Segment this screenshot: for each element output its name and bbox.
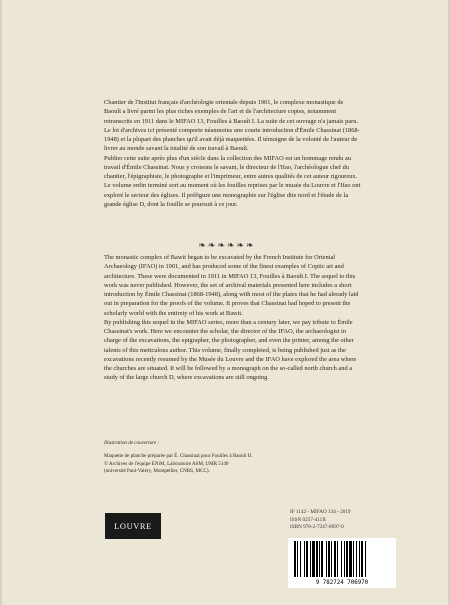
barcode-bar [312, 541, 315, 577]
cover-illustration-credit [104, 440, 304, 476]
barcode-bar [331, 541, 332, 577]
barcode-bar [353, 541, 354, 577]
barcode-bar [294, 541, 296, 577]
series-number: IF 1142 - MIFAO 134 - 2019 [290, 509, 351, 515]
english-paragraph-1: The monastic complex of Bawit began to be excavated by the French Institute for Oriental Archaeology (IFAO) in 1901, and has produced some of the finest examples of Coptic art and architecture. These were documented in 1911 in MIFAO 13, Fouilles à Baouît I. The sequel to this work was never published. However, the set of archival materials presented here includes a short introduction by Émile Chassinat (1868-1948), along with most of the plates that he had already laid out in preparation for the proofs of the volume. It proves that Chassinat had hoped to present the scholarly world with the entirety of his work at Bawit. [104, 254, 359, 317]
barcode-bar [365, 541, 366, 577]
barcode-bar [341, 541, 342, 577]
barcode-number: 9 782724 706970 [315, 580, 369, 586]
barcode-bar [344, 541, 345, 577]
isbn: ISBN 978-2-7247-0697-0 [290, 524, 344, 530]
barcode-bar [310, 541, 311, 577]
barcode-bar [319, 541, 320, 577]
english-summary [104, 253, 362, 383]
cover-illustration-line: © Archives de l'équipe ENiM, Laboratoire ASM, UMR 5140 [104, 460, 229, 467]
barcode-bar [361, 541, 363, 577]
barcode-bar [306, 541, 308, 577]
french-paragraph-1: Chantier de l'Institut français d'archéologie orientale depuis 1901, le complexe monastique de Baouît a livré parmi les plus riches exemples de l'art et de l'architecture coptes, notamment retranscrits en 1911 dans le MIFAO 13, Fouilles à Baouît I. La suite de cet ouvrage n'a jamais paru. Le lot d'archives ici présenté comporte néanmoins une courte introduction d'Émile Chassinat (1868-1948) et la plupart des planches qu'il avait déjà maquettées. Il témoigne de la volonté de l'auteur de livrer au monde savant la totalité de son travail à Baouît. [104, 99, 360, 153]
barcode [288, 538, 396, 588]
publication-identifiers [290, 509, 400, 532]
barcode-bar [321, 541, 323, 577]
barcode-bars [294, 541, 390, 577]
issn: ISSN 0257-411X [290, 516, 326, 523]
cover-illustration-line: Maquette de planche préparée par É. Chassinat pour Fouilles à Baouît II. [104, 453, 253, 460]
barcode-bar [304, 541, 305, 577]
french-paragraph-2: Publier cette suite après plus d'un siècle dans la collection des MIFAO est un hommage rendu au travail d'Émile Chassinat. Nous y croisons le savant, le directeur de l'Ifao, l'archéologue chef du chantier, l'épigraphiste, le photographe et l'imprimeur, entre autres qualités de cet auteur rigoureux. Le volume enfin terminé sort au moment où les fouilles reprises par le musée du Louvre et l'Ifao ont exploré le secteur des églises. Il préfigure une monographie sur l'église dite nord et l'étude de la grande église D, dont la fouille se poursuit à ce jour. [104, 154, 361, 208]
barcode-bar [328, 541, 330, 577]
barcode-bar [346, 541, 348, 577]
barcode-bar [297, 541, 298, 577]
barcode-bar [326, 541, 327, 577]
english-paragraph-2: By publishing this sequel in the MIFAO series, more than a century later, we pay tribute to Émile Chassinat's work. Here we encounter the scholar, the director of the IFAO, the archaeologist in charge of the excavations, the epigrapher, the photographer, and even the printer, among the other talents of this meticulous author. This volume, finally completed, is being published just as the excavations recently resumed by the Musée du Louvre and the IFAO have explored the area where the churches are situated. It will be followed by a monograph on the so-called north church and a study of the large church D, where excavations are still ongoing. [104, 318, 357, 382]
louvre-logo: LOUVRE [105, 513, 161, 539]
barcode-bar [316, 541, 318, 577]
barcode-bar [356, 541, 357, 577]
cover-illustration-heading: Illustration de couverture : [104, 440, 160, 446]
barcode-bar [300, 541, 301, 577]
cover-illustration-line: (université Paul-Valéry, Montpellier, CNRS, MCC). [104, 468, 210, 475]
barcode-bar [349, 541, 352, 577]
barcode-bar [334, 541, 336, 577]
ornament-divider: ❧❧❧❧❧❧ [198, 240, 256, 250]
french-summary [104, 98, 362, 209]
barcode-bar [337, 541, 338, 577]
barcode-bar [359, 541, 360, 577]
